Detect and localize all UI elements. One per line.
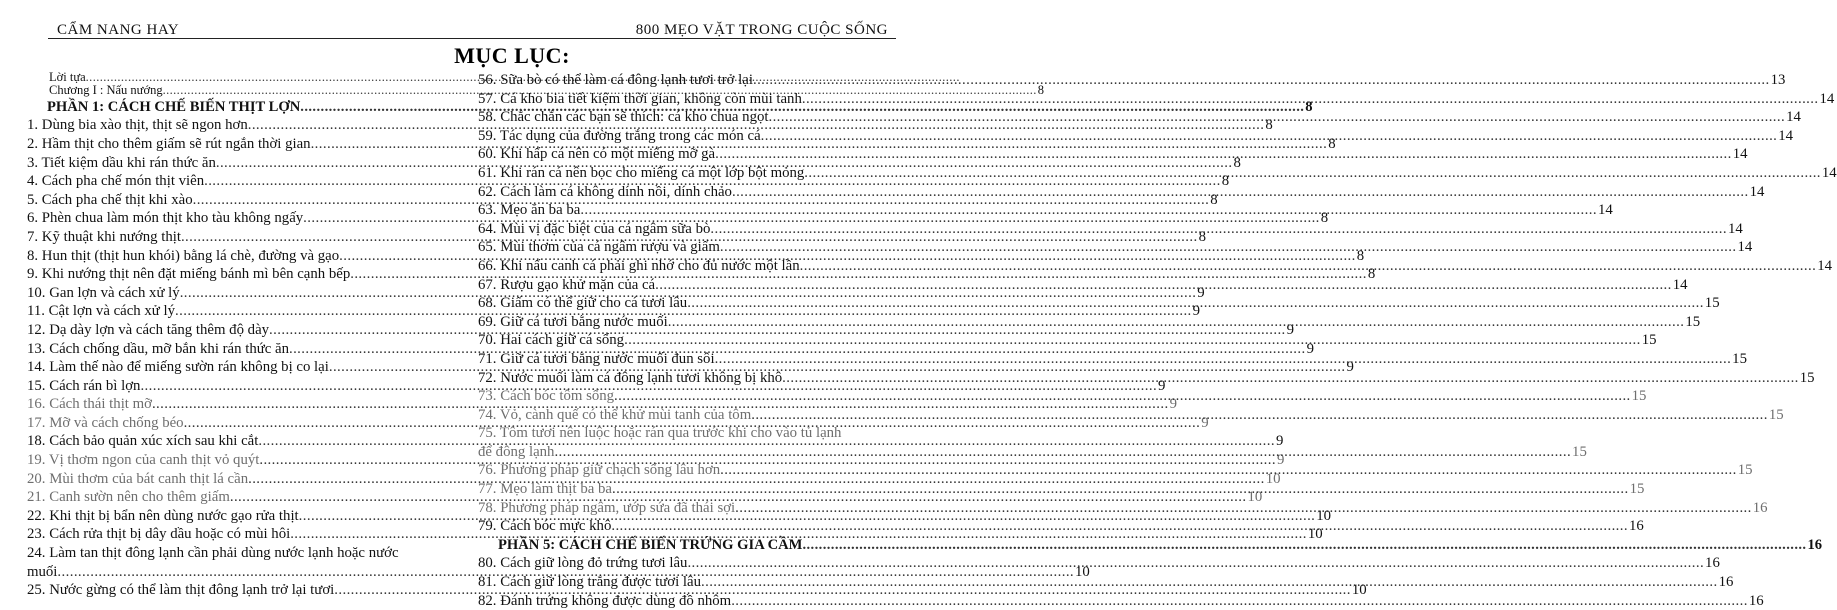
- toc-entry-text: 74. Vỏ, cành quế có thể khử mùi tanh của tôm: [478, 406, 752, 423]
- toc-entry[interactable]: [478, 424, 1587, 461]
- dot-leader: [612, 480, 1629, 499]
- toc-page-number: 14: [1786, 109, 1801, 126]
- toc-page-number: 16: [1807, 536, 1823, 553]
- toc-page-number: 14: [1732, 146, 1748, 163]
- toc-page-number: 8: [1210, 191, 1218, 208]
- toc-page-number: 8: [1367, 266, 1376, 283]
- toc-entry-text: 72. Nước muối làm cá đông lạnh tươi không bị khô: [478, 369, 783, 386]
- toc-page-number: 14: [1749, 183, 1765, 200]
- toc-entry-text: 16. Cách thái thịt mỡ: [27, 396, 152, 413]
- dot-leader: [580, 201, 1597, 220]
- toc-entry[interactable]: [478, 201, 1613, 220]
- toc-page-number: 15: [1704, 295, 1720, 312]
- dot-leader: [668, 313, 1685, 332]
- dot-leader: [715, 350, 1732, 369]
- toc-entry-text: 9. Khi nướng thịt nên đặt miếng bánh mì bên cạnh bếp: [27, 266, 351, 283]
- dot-leader: [753, 71, 1770, 90]
- toc-page-number: 10: [1351, 582, 1367, 599]
- toc-entry-text: 13. Cách chống dầu, mỡ bắn khi rán thức ăn: [27, 340, 289, 357]
- toc-entry[interactable]: [478, 90, 1835, 109]
- toc-page-number: 8: [1320, 210, 1329, 227]
- toc-entry[interactable]: [478, 331, 1657, 350]
- toc-page-number: 9: [1201, 414, 1209, 431]
- toc-page-number: 13: [1770, 72, 1786, 88]
- toc-entry[interactable]: [478, 387, 1647, 406]
- dot-leader: [710, 220, 1727, 239]
- toc-entry[interactable]: [478, 145, 1748, 164]
- toc-entry-text: 80. Cách giữ lòng đỏ trứng tươi lâu: [478, 555, 688, 572]
- toc-entry-text: 1. Dùng bia xào thịt, thịt sẽ ngon hơn: [27, 117, 248, 134]
- toc-page-number: 9: [1192, 303, 1201, 320]
- toc-entry[interactable]: [478, 183, 1765, 202]
- toc-page-number: 8: [1233, 154, 1241, 171]
- toc-page-number: 9: [1169, 396, 1177, 413]
- toc-entry-text: PHẦN 5: CÁCH CHẾ BIẾN TRỨNG GIA CẦM: [498, 536, 803, 553]
- toc-entry[interactable]: [478, 350, 1747, 369]
- running-header-right: 800 MẸO VẶT TRONG CUỘC SỐNG: [635, 22, 888, 38]
- toc-page-number: 15: [1737, 462, 1753, 479]
- toc-entry-text: 24. Làm tan thịt đông lạnh cần phải dùng nước lạnh hoặc nước: [27, 545, 399, 562]
- toc-page-number: 8: [1305, 98, 1313, 115]
- toc-entry-text: 61. Khi rán cá nên bọc cho miếng cá một lớp bột mỏng: [478, 164, 805, 181]
- toc-entry-text: 14. Làm thế nào để miếng sườn rán không bị co lại: [27, 359, 329, 376]
- dot-leader: [611, 517, 1628, 536]
- dot-leader: [732, 183, 1749, 202]
- toc-entry-text: 58. Chắc chắn các bạn sẽ thích: cá kho chua ngọt: [478, 109, 769, 126]
- toc-entry-text: 22. Khi thịt bị bẩn nên dùng nước gạo rửa thịt: [27, 507, 299, 524]
- dot-leader: [687, 554, 1704, 573]
- toc-page-number: 14: [1727, 220, 1743, 237]
- toc-entry-text: 2. Hầm thịt cho thêm giấm sẽ rút ngắn thời gian: [27, 135, 311, 152]
- toc-entry-text: 5. Cách pha chế thịt khi xào: [27, 191, 193, 208]
- toc-page-number: 14: [1672, 276, 1688, 293]
- dot-leader: [731, 592, 1748, 610]
- toc-entry[interactable]: [478, 71, 1786, 90]
- dot-leader: [720, 238, 1737, 257]
- dot-leader: [802, 90, 1819, 109]
- toc-entry-text: 3. Tiết kiệm dầu khi rán thức ăn: [27, 154, 216, 171]
- toc-entry[interactable]: [27, 71, 463, 84]
- toc-page-number: 8: [1221, 173, 1230, 190]
- toc-entry-text: 65. Mùi thơm của cá ngâm rượu và giấm: [478, 239, 720, 256]
- toc-entry-text: 15. Cách rán bì lợn: [27, 377, 141, 394]
- dot-leader: [802, 536, 1806, 555]
- dot-leader: [624, 331, 1641, 350]
- toc-page-number: 14: [1597, 202, 1613, 219]
- toc-entry-text: 78. Phương pháp ngâm, ướp sứa đã thái sợi: [478, 499, 736, 516]
- toc-entry-text: 20. Mùi thơm của bát canh thịt lá cần: [27, 470, 249, 487]
- toc-page-number: 8: [1265, 117, 1273, 134]
- toc-entry-text: 19. Vị thơm ngon của canh thịt vỏ quýt: [27, 452, 260, 469]
- header-rule: [48, 38, 896, 39]
- toc-entry-text-continued: muối: [27, 563, 58, 580]
- toc-page-number: 15: [1631, 388, 1647, 405]
- toc-page-number: 9: [1158, 377, 1166, 394]
- toc-page-number: 10: [1247, 489, 1263, 506]
- toc-page-number: 9: [1306, 340, 1314, 357]
- toc-page-number: 15: [1641, 332, 1657, 349]
- toc-entry-text: 60. Khi hấp cá nên có một miếng mỡ gà: [478, 146, 716, 163]
- dot-leader: [720, 461, 1737, 480]
- dot-leader: [782, 369, 1799, 388]
- toc-entry-text: 81. Cách giữ lòng trắng được tươi lâu: [478, 574, 701, 591]
- dot-leader: [768, 108, 1785, 127]
- toc-entry-text: 79. Cách bóc mực khô: [478, 518, 612, 535]
- toc-entry-text: 69. Giữ cá tươi bằng nước muối: [478, 313, 668, 330]
- toc-page-number: 15: [1685, 313, 1701, 330]
- dot-leader: [751, 406, 1768, 425]
- toc-entry-text: 7. Kỹ thuật khi nướng thịt: [27, 228, 181, 245]
- toc-entry-text: 56. Sữa bò có thể làm cá đông lạnh tươi trở lại: [478, 72, 753, 88]
- toc-page-number: 9: [1346, 359, 1354, 376]
- toc-page-number: 14: [1821, 164, 1837, 181]
- toc-entry-text: 8. Hun thịt (thịt hun khói) bằng lá chè, đường và gạo: [27, 247, 340, 264]
- toc-entry[interactable]: [478, 294, 1720, 313]
- toc-page-number: 8: [1198, 228, 1206, 245]
- toc-page-number: 10: [1316, 507, 1332, 524]
- toc-entry-text: 63. Mẹo ăn ba ba: [478, 202, 581, 219]
- dot-leader: [761, 127, 1778, 146]
- toc-page-number: 16: [1628, 518, 1644, 535]
- dot-leader: [687, 294, 1704, 313]
- toc-page-number: 10: [1307, 526, 1323, 543]
- toc-entry[interactable]: [478, 276, 1688, 295]
- toc-entry-text: 57. Cá kho bia tiết kiệm thời gian, không còn mùi tanh: [478, 90, 802, 107]
- toc-entry[interactable]: [478, 108, 1801, 127]
- dot-leader: [701, 573, 1718, 592]
- toc-entry-text-continued: để đông lạnh: [478, 443, 555, 460]
- toc-entry-text: 18. Cách bảo quản xúc xích sau khi cắt: [27, 433, 259, 450]
- toc-page-number: 9: [1197, 284, 1205, 301]
- toc-page-number: 16: [1705, 555, 1720, 572]
- toc-entry-text: 71. Giữ cá tươi bằng nước muối đun sôi: [478, 350, 715, 367]
- toc-page-number: 14: [1817, 257, 1832, 274]
- toc-entry-text: 59. Tác dụng của đường trắng trong các món cá: [478, 127, 761, 144]
- toc-entry[interactable]: [478, 238, 1753, 257]
- page-title: MỤC LỤC:: [454, 43, 570, 68]
- toc-entry-text: 11. Cật lợn và cách xử lý: [27, 303, 176, 320]
- toc-entry-text: 67. Rượu gạo khử mặn của cá: [478, 276, 656, 293]
- toc-page-number: 15: [1768, 406, 1784, 423]
- toc-entry[interactable]: [478, 592, 1764, 610]
- toc-entry[interactable]: [478, 406, 1784, 425]
- toc-entry-text: 75. Tôm tươi nên luộc hoặc rán qua trước khi cho vào tủ lạnh: [478, 425, 842, 442]
- toc-page-number: 15: [1629, 481, 1645, 498]
- toc-section-heading[interactable]: [478, 536, 1823, 555]
- toc-page-number: 15: [1572, 443, 1587, 460]
- toc-entry-text: Chương I : Nấu nướng: [49, 83, 163, 98]
- toc-entry-text: 6. Phèn chua làm món thịt kho tàu không ngấy: [27, 210, 304, 227]
- toc-page-number: 10: [1075, 563, 1090, 580]
- toc-entry[interactable]: [478, 257, 1832, 276]
- dot-leader: [715, 145, 1732, 164]
- toc-page-number: 16: [1718, 574, 1734, 591]
- toc-page-number: 15: [1732, 350, 1747, 367]
- toc-entry-text: 17. Mỡ và cách chống béo: [27, 414, 184, 431]
- toc-page-number: 16: [1748, 592, 1764, 609]
- toc-page-number: 10: [1265, 470, 1281, 487]
- toc-page-number: 8: [1037, 83, 1045, 98]
- toc-entry-text: 82. Đánh trứng không được dùng đồ nhôm: [478, 592, 732, 609]
- toc-entry[interactable]: [478, 127, 1794, 146]
- toc-page-number: 15: [1799, 369, 1815, 386]
- toc-page-number: 9: [1276, 452, 1285, 469]
- toc-entry-text: 70. Hai cách giữ cá sống: [478, 332, 625, 349]
- dot-leader: [554, 443, 1571, 462]
- dot-leader: [614, 387, 1631, 406]
- toc-page-number: 9: [1275, 433, 1284, 450]
- toc-page-number: 8: [1328, 135, 1336, 152]
- toc-entry[interactable]: [27, 83, 1045, 98]
- toc-entry-text: 77. Mẹo làm thịt ba ba: [478, 481, 612, 498]
- running-header-left: CẨM NANG HAY: [57, 22, 180, 38]
- toc-page-number: 14: [1778, 127, 1794, 144]
- toc-entry-text: 62. Cách làm cá không dính nồi, dính chảo: [478, 183, 732, 200]
- toc-entry[interactable]: [478, 164, 1837, 183]
- toc-page-number: 8: [1356, 247, 1365, 264]
- toc-entry-text: 4. Cách pha chế món thịt viên: [27, 173, 205, 190]
- toc-entry[interactable]: [478, 313, 1701, 332]
- toc-entry[interactable]: [478, 369, 1815, 388]
- toc-entry-text: 10. Gan lợn và cách xử lý: [27, 284, 180, 301]
- toc-entry-text: 12. Dạ dày lợn và cách tăng thêm độ dày: [27, 321, 270, 338]
- toc-entry-text: 73. Cách bóc tôm sống: [478, 388, 615, 405]
- toc-page-number: 14: [1737, 239, 1753, 256]
- toc-entry-text: 25. Nước gừng có thể làm thịt đông lạnh trở lại tươi: [27, 582, 335, 599]
- dot-leader: [800, 257, 1817, 276]
- dot-leader: [735, 499, 1752, 518]
- dot-leader: [804, 164, 1821, 183]
- dot-leader: [655, 276, 1672, 295]
- toc-entry-text: 64. Mùi vị đặc biệt của cá ngâm sữa bò: [478, 220, 711, 237]
- toc-entry-text: 76. Phương pháp giữ chạch sống lâu hơn: [478, 462, 721, 479]
- toc-entry-text: 23. Cách rửa thịt bị dây dầu hoặc có mùi hôi: [27, 526, 291, 543]
- toc-page-number: 9: [1286, 321, 1295, 338]
- toc-entry-text: PHẦN 1: CÁCH CHẾ BIẾN THỊT LỢN: [47, 98, 301, 115]
- toc-entry-text: 68. Giấm có thể giữ cho cá tươi lâu: [478, 295, 688, 312]
- toc-page-number: 14: [1819, 90, 1835, 107]
- toc-entry-text: Lời tựa: [49, 69, 86, 84]
- toc-page-number: 16: [1752, 499, 1768, 516]
- toc-entry-text: 21. Canh sườn nên cho thêm giấm: [27, 489, 230, 506]
- toc-entry-text: 66. Khi nấu canh cá phải ghi nhớ cho đủ nước một lần: [478, 257, 800, 274]
- toc-entry[interactable]: [478, 220, 1743, 239]
